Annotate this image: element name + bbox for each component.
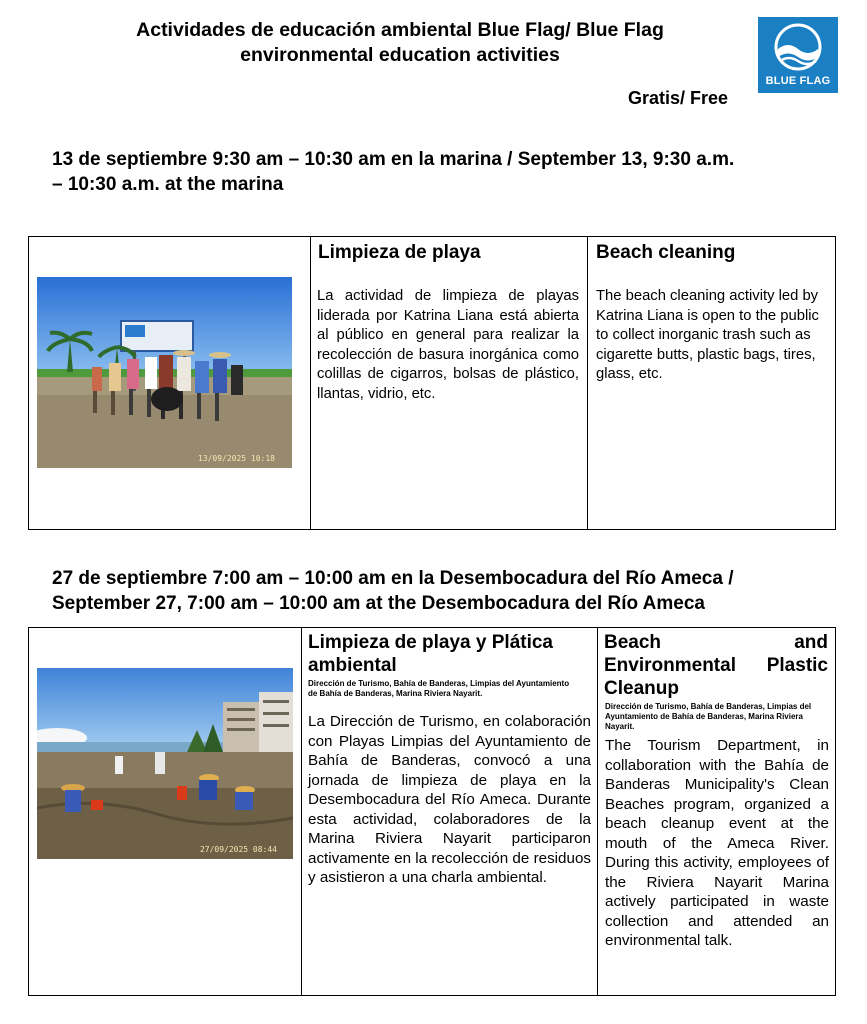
blue-flag-logo (758, 17, 838, 93)
event2-date (52, 566, 832, 616)
title-line-2: environmental education activities (240, 44, 560, 66)
event2-en-text: The Tourism Department, in collaboration with the Bahía de Banderas Municipality's Clean Beaches program, organized a beach cleanup event at the mouth of the Ameca River. During this activity, employees of the Riviera Nayarit Marina actively participated in waste collection and attended an environmental talk. (605, 737, 829, 949)
svg-text:27/09/2025 08:44: 27/09/2025 08:44 (199, 845, 277, 854)
title-line-1: Actividades de educación ambiental Blue Flag/ Blue Flag (136, 19, 664, 41)
event1-date-line-2: – 10:30 a.m. at the marina (52, 174, 284, 195)
event2-es-text: La Dirección de Turismo, en colaboración con Playas Limpias del Ayuntamiento de Bahía de Banderas, convocó a una jornada de limpieza de playa en la Desembocadura del Río Ameca. Durante esta actividad, colaboradores de la Marina Riviera Nayarit participaron activamente en la recolección de residuos y asistieron a una charla ambiental. (308, 713, 591, 886)
event1-en-text: The beach cleaning activity led by Katrina Liana is open to the public to collect inorganic trash such as cigarette butts, plastic bags, tires, glass, etc. (596, 288, 819, 382)
event2-es-credit: Dirección de Turismo, Bahía de Banderas, Limpias del Ayuntamiento de Bahía de Banderas, Marina Riviera Nayarit. (308, 679, 570, 698)
logo-text: BLUE FLAG (765, 75, 831, 87)
event2-table (28, 627, 836, 996)
table-divider (587, 237, 588, 529)
event1-es-text: La actividad de limpieza de playas liderada por Katrina Liana está abierta al público en general para realizar la recolección de basura inorgánica como colillas de cigarros, bolsas de plástico, llantas, vidrio, etc. (317, 288, 579, 402)
svg-text:13/09/2025 10:18: 13/09/2025 10:18 (197, 454, 275, 463)
event2-en-title: Beach and Environmental Plastic Cleanup (604, 632, 828, 699)
beach-cleaning-photo (37, 277, 292, 468)
event1-en-title: Beach cleaning (596, 242, 736, 263)
event2-en-credit: Dirección de Turismo, Bahía de Banderas, Limpias del Ayuntamiento de Bahía de Banderas, Marina Riviera Nayarit. (605, 702, 812, 731)
event2-date-line-2: September 27, 7:00 am – 10:00 am at the Desembocadura del Río Ameca (52, 593, 705, 614)
table-divider (301, 628, 302, 995)
river-mouth-cleanup-photo (37, 668, 293, 859)
event2-es-title: Limpieza de playa y Plática ambiental (308, 632, 553, 676)
table-divider (597, 628, 598, 995)
event1-es-title: Limpieza de playa (318, 242, 481, 263)
event1-date-line-1: 13 de septiembre 9:30 am – 10:30 am en la marina / September 13, 9:30 a.m. (52, 149, 735, 170)
event1-table (28, 236, 836, 530)
table-divider (310, 237, 311, 529)
event1-date (52, 147, 832, 197)
event2-date-line-1: 27 de septiembre 7:00 am – 10:00 am en la Desembocadura del Río Ameca / (52, 568, 734, 589)
free-label: Gratis/ Free (628, 88, 729, 108)
document-title (60, 18, 740, 68)
